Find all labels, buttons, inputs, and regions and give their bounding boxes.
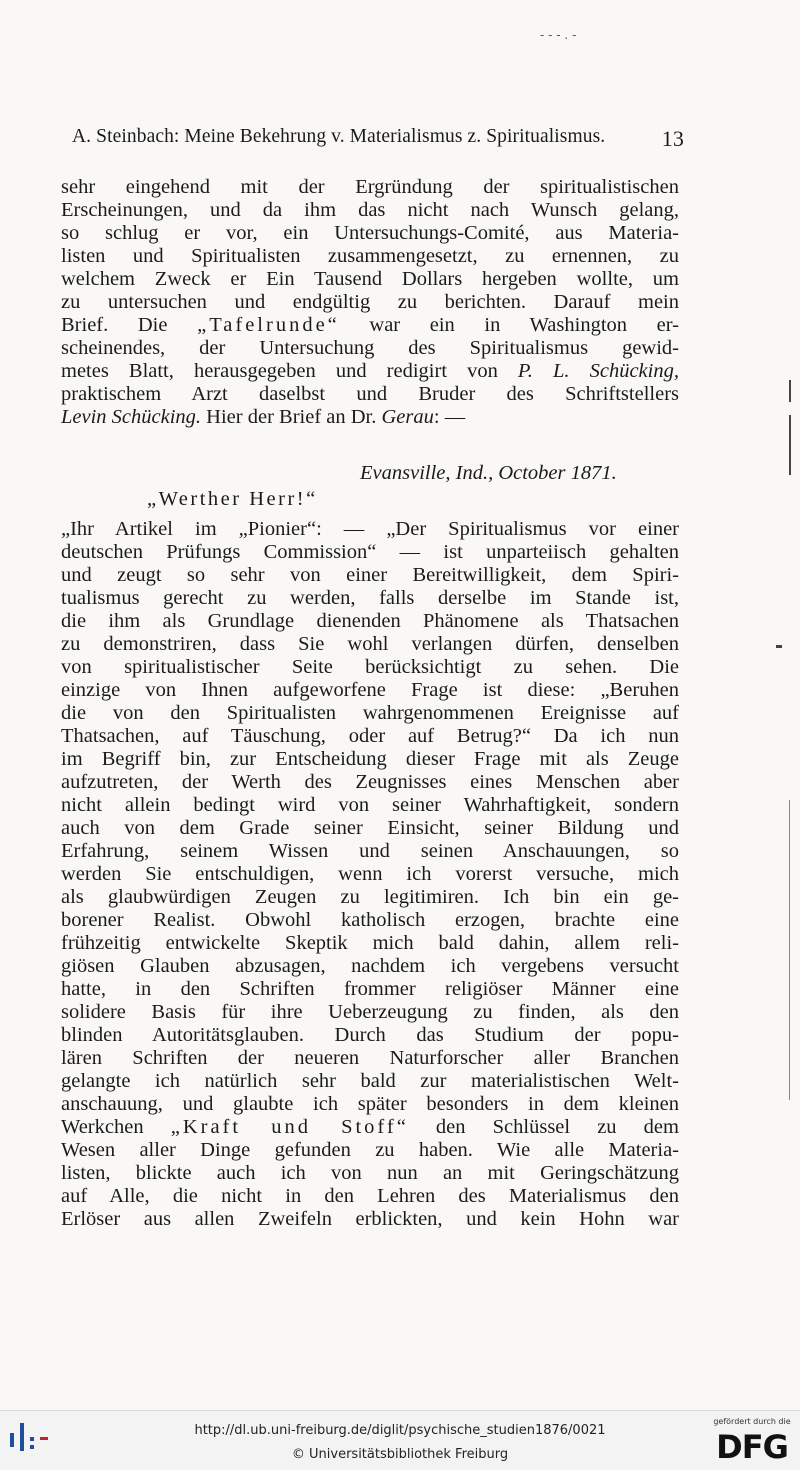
text-line <box>61 360 679 383</box>
text-span: Brief. Die <box>61 314 198 336</box>
text-line: tualismus gerecht zu werden, falls derselbe im Stande ist, <box>61 587 679 609</box>
running-title: A. Steinbach: Meine Bekehrung v. Materialismus z. Spiritualismus. <box>72 126 606 147</box>
spaced-title-kraft-und-stoff: „Kraft und Stoff“ <box>170 1116 409 1138</box>
text-line: nicht allein bedingt wird von seiner Wahrhaftigkeit, sondern <box>61 794 679 816</box>
text-line: so schlug er vor, ein Untersuchungs-Comité, aus Materia- <box>61 222 679 244</box>
text-line: werden Sie entschuldigen, wenn ich vorerst versuche, mich <box>61 863 679 885</box>
text-span: Werkchen <box>61 1116 171 1138</box>
text-line: zu untersuchen und endgültig zu berichten. Darauf mein <box>61 291 679 313</box>
margin-mark <box>789 380 791 402</box>
text-span: war ein in Washington er- <box>339 314 679 336</box>
text-line: scheinendes, der Untersuchung des Spiritualismus gewid- <box>61 337 679 359</box>
text-line: gelangte ich natürlich sehr bald zur materialistischen Welt- <box>61 1070 679 1092</box>
text-line: im Begriff bin, zur Entscheidung dieser Frage mit als Zeuge <box>61 748 679 770</box>
salutation: „Werther Herr!“ <box>147 488 318 510</box>
running-header <box>72 126 684 151</box>
text-line: blinden Autoritätsglauben. Durch das Studium der popu- <box>61 1024 679 1046</box>
footer-copyright: © Universitätsbibliothek Freiburg <box>291 1447 509 1462</box>
text-line <box>61 1116 679 1139</box>
italic-name: P. L. Schücking, <box>517 360 679 382</box>
footer-url-link[interactable]: http://dl.ub.uni-freiburg.de/diglit/psychische_studien1876/0021 <box>194 1423 606 1438</box>
top-marks: - - - . - <box>540 28 577 42</box>
text-line: listen und Spiritualisten zusammengesetzt, zu ernennen, zu <box>61 245 679 267</box>
text-line: sehr eingehend mit der Ergründung der spiritualistischen <box>61 176 679 198</box>
text-line <box>61 406 679 429</box>
text-line: borener Realist. Obwohl katholisch erzogen, brachte eine <box>61 909 679 931</box>
text-line: die ihm als Grundlage dienenden Phänomene als Thatsachen <box>61 610 679 632</box>
text-line: Thatsachen, auf Täuschung, oder auf Betrug?“ Da ich nun <box>61 725 679 747</box>
text-line <box>61 314 679 337</box>
text-line: aufzutreten, der Werth des Zeugnisses eines Menschen aber <box>61 771 679 793</box>
text-line: welchem Zweck er Ein Tausend Dollars hergeben wollte, um <box>61 268 679 290</box>
text-line: giösen Glauben abzusagen, nachdem ich vergebens versucht <box>61 955 679 977</box>
spaced-title-tafelrunde: „Tafelrunde“ <box>197 314 340 336</box>
text-line: auf Alle, die nicht in den Lehren des Materialismus den <box>61 1185 679 1207</box>
text-span: Hier der Brief an Dr. <box>201 406 382 428</box>
text-line: zu demonstriren, dass Sie wohl verlangen dürfen, denselben <box>61 633 679 655</box>
margin-mark <box>789 415 791 475</box>
text-line: Erscheinungen, und da ihm das nicht nach Wunsch gelang, <box>61 199 679 221</box>
text-line: praktischem Arzt daselbst und Bruder des Schriftstellers <box>61 383 679 405</box>
text-line: als glaubwürdigen Zeugen zu legitimiren. Ich bin ein ge- <box>61 886 679 908</box>
text-line: einzige von Ihnen aufgeworfene Frage ist diese: „Beruhen <box>61 679 679 701</box>
text-line: auch von dem Grade seiner Einsicht, seiner Bildung und <box>61 817 679 839</box>
text-line: und zeugt so sehr von einer Bereitwilligkeit, dem Spiri- <box>61 564 679 586</box>
text-line: Erlöser aus allen Zweifeln erblickten, und kein Hohn war <box>61 1208 679 1230</box>
text-line: frühzeitig entwickelte Skeptik mich bald dahin, allem reli- <box>61 932 679 954</box>
dfg-logo: DFG <box>716 1428 788 1466</box>
text-line: die von den Spiritualisten wahrgenommenen Ereignisse auf <box>61 702 679 724</box>
text-span: metes Blatt, herausgegeben und redigirt von <box>61 360 518 382</box>
place-date: Evansville, Ind., October 1871. <box>360 462 617 484</box>
italic-name: Levin Schücking. <box>61 406 202 428</box>
dfg-tagline: gefördert durch die <box>713 1417 791 1426</box>
margin-mark <box>789 800 790 1100</box>
text-line: hatte, in den Schriften frommer religiöser Männer eine <box>61 978 679 1000</box>
text-line: lären Schriften der neueren Naturforscher aller Branchen <box>61 1047 679 1069</box>
margin-mark <box>776 645 782 648</box>
italic-name: Gerau <box>381 406 434 428</box>
text-span: den Schlüssel zu dem <box>408 1116 679 1138</box>
text-line: von spiritualistischer Seite berücksichtigt zu sehen. Die <box>61 656 679 678</box>
text-line: Erfahrung, seinem Wissen und seinen Anschauungen, so <box>61 840 679 862</box>
text-line: listen, blickte auch ich von nun an mit Geringschätzung <box>61 1162 679 1184</box>
text-span: : — <box>433 406 466 428</box>
text-line: deutschen Prüfungs Commission“ — ist unparteiisch gehalten <box>61 541 679 563</box>
text-line: anschauung, und glaubte ich später besonders in dem kleinen <box>61 1093 679 1115</box>
text-line: „Ihr Artikel im „Pionier“: — „Der Spiritualismus vor einer <box>61 518 679 540</box>
text-line: solidere Basis für ihre Ueberzeugung zu finden, als den <box>61 1001 679 1023</box>
page-number: 13 <box>661 126 684 151</box>
text-line: Wesen aller Dinge gefunden zu haben. Wie alle Materia- <box>61 1139 679 1161</box>
